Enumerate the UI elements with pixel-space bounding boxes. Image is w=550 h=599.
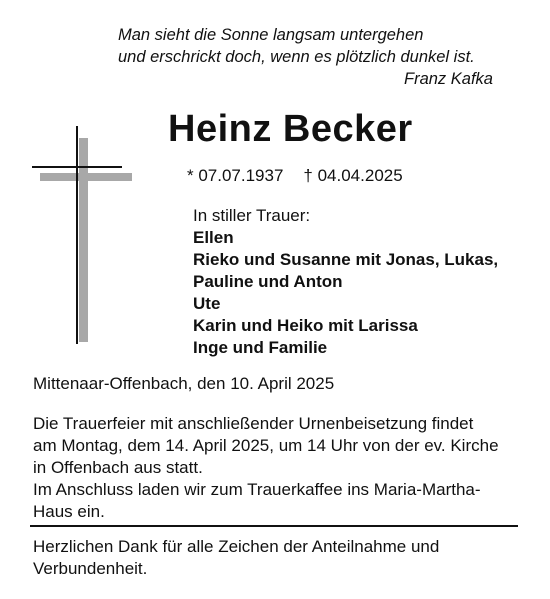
mourner-entry: Inge und Familie bbox=[193, 338, 328, 357]
service-line: Im Anschluss laden wir zum Trauerkaffee ins Maria-Martha- bbox=[33, 480, 481, 499]
cross-line-vertical bbox=[76, 126, 78, 344]
mourners-list bbox=[193, 205, 498, 359]
cross-line-horizontal bbox=[32, 166, 122, 168]
epigraph-quote bbox=[118, 24, 493, 88]
mourners-intro: In stiller Trauer: bbox=[193, 206, 311, 225]
death-date: † 04.04.2025 bbox=[303, 166, 403, 185]
cross-shadow-horizontal bbox=[40, 173, 132, 181]
deceased-name: Heinz Becker bbox=[168, 108, 413, 150]
quote-author: Franz Kafka bbox=[404, 70, 493, 88]
mourner-entry: Ellen bbox=[193, 228, 234, 247]
service-line: Die Trauerfeier mit anschließender Urnenbeisetzung findet bbox=[33, 414, 474, 433]
quote-line: und erschrickt doch, wenn es plötzlich dunkel ist. bbox=[118, 48, 475, 66]
cross-icon bbox=[32, 126, 132, 346]
thanks-note bbox=[33, 536, 439, 580]
birth-date: * 07.07.1937 bbox=[187, 166, 284, 185]
service-line: in Offenbach aus statt. bbox=[33, 458, 203, 477]
mourner-entry: Ute bbox=[193, 294, 221, 313]
thanks-line: Verbundenheit. bbox=[33, 559, 148, 578]
mourner-entry: Karin und Heiko mit Larissa bbox=[193, 316, 418, 335]
thanks-line: Herzlichen Dank für alle Zeichen der Anteilnahme und bbox=[33, 537, 440, 556]
mourner-entry: Rieko und Susanne mit Jonas, Lukas, bbox=[193, 250, 499, 269]
divider-line bbox=[30, 525, 518, 527]
life-dates bbox=[187, 166, 403, 186]
service-announcement bbox=[33, 413, 523, 523]
place-and-date: Mittenaar-Offenbach, den 10. April 2025 bbox=[33, 374, 335, 393]
cross-shadow-vertical bbox=[79, 138, 88, 342]
mourner-entry: Pauline und Anton bbox=[193, 272, 343, 291]
quote-line: Man sieht die Sonne langsam untergehen bbox=[118, 26, 424, 44]
service-line: am Montag, dem 14. April 2025, um 14 Uhr von der ev. Kirche bbox=[33, 436, 499, 455]
service-line: Haus ein. bbox=[33, 502, 105, 521]
